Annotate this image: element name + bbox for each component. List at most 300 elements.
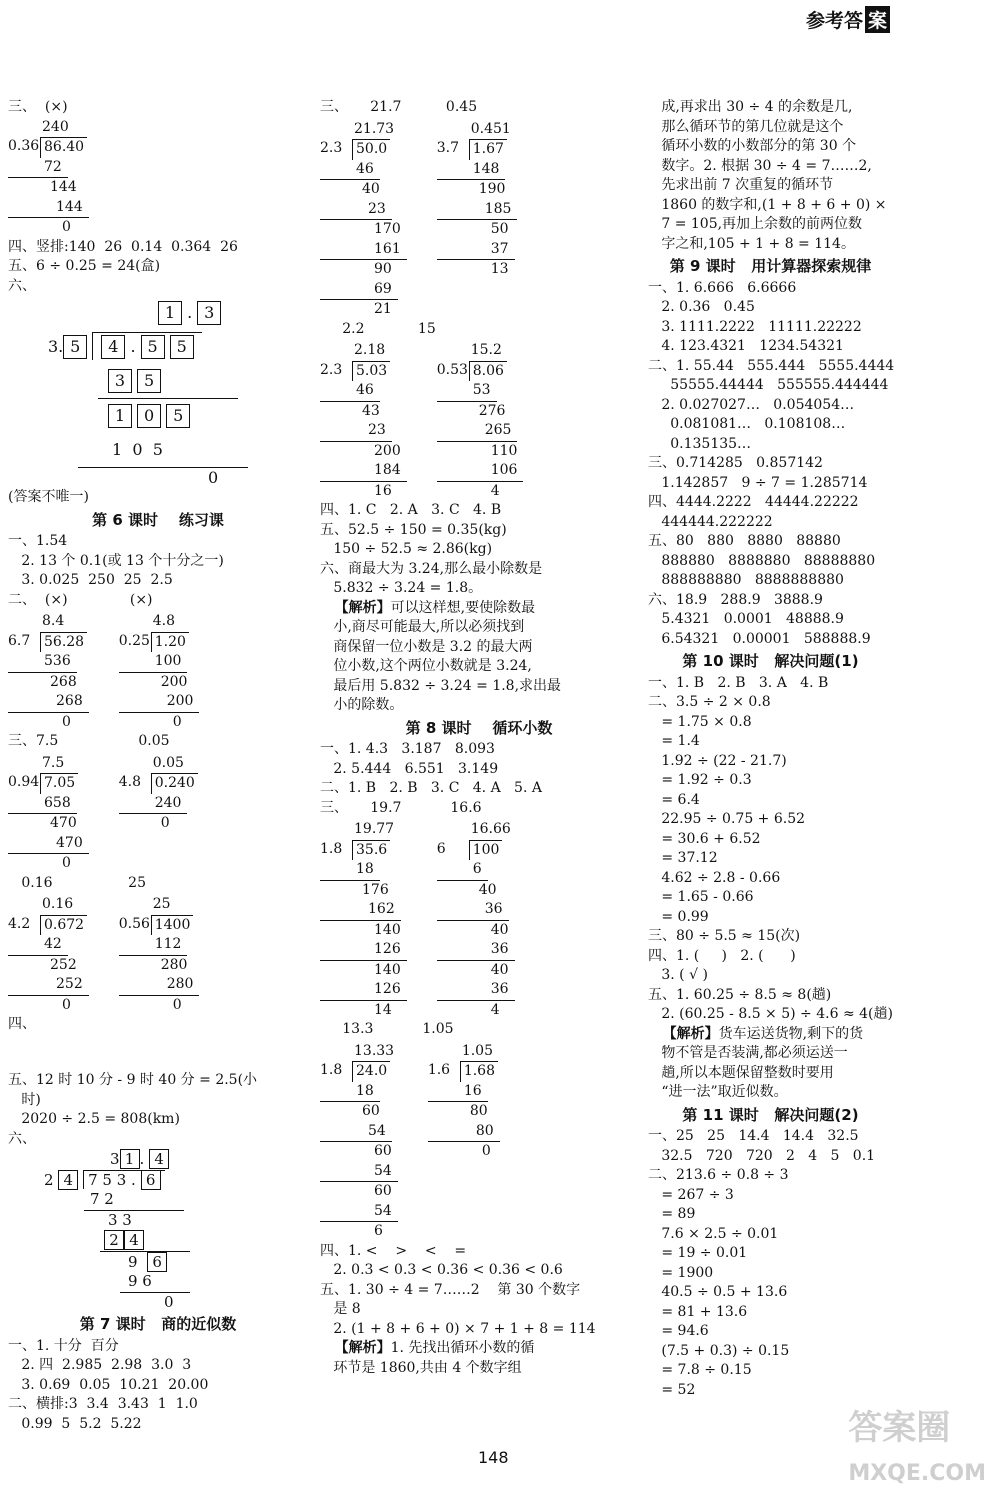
work-row: 13	[490, 261, 509, 277]
c2-line: 150 ÷ 52.5 ≈ 2.86(kg)	[320, 541, 493, 557]
work-row: 252	[8, 975, 89, 996]
work-row: 40	[478, 881, 497, 898]
c3-line: 三、80 ÷ 5.5 ≈ 15(次)	[648, 928, 801, 944]
dividend: 7.05	[40, 773, 78, 794]
work-row: 536	[8, 652, 77, 673]
work-row: 470	[8, 834, 89, 855]
c3-line: 0.081081… 0.108108…	[648, 416, 846, 432]
c3-line: = 52	[648, 1381, 696, 1398]
c2-line: 三、 21.7 0.45	[320, 99, 478, 115]
page-header	[806, 6, 890, 33]
work-row: 23	[320, 421, 392, 442]
c3-line: 2. 0.027027… 0.054054…	[648, 396, 855, 413]
c3-line: = 19 ÷ 0.01	[648, 1245, 748, 1261]
work-row: 21	[374, 301, 392, 317]
work-row: 53	[437, 381, 497, 402]
c2-line	[320, 1339, 638, 1359]
quotient: 0.16	[42, 896, 74, 912]
c3-line: 成,再求出 30 ÷ 4 的余数是几,	[648, 99, 853, 115]
c3-line: 3. ( √ )	[648, 967, 708, 983]
divisor: 3.7	[436, 140, 459, 156]
c1-line: 3. 0.025 250 25 2.5	[8, 572, 173, 588]
analysis-label: 【解析】	[320, 1340, 391, 1356]
c3-line: 循环小数的小数部分的第 30 个	[648, 138, 857, 154]
c3-line: 一、1. 6.666 6.6666	[648, 279, 797, 296]
digit-box: 4	[101, 335, 125, 359]
work-row: 16	[374, 482, 392, 499]
work-row: 280	[160, 956, 188, 973]
work-row: 60	[374, 1183, 392, 1199]
division-row	[8, 137, 308, 158]
digit-box: 2	[104, 1230, 124, 1250]
digit-box: 5	[170, 335, 194, 359]
section-title: 第 6 课时 练习课	[92, 510, 224, 529]
c3-line: 趟,所以本题保留整数时要用	[648, 1064, 834, 1081]
work-row: 190	[478, 181, 506, 197]
c3-line: 2. 0.36 0.45	[648, 299, 755, 315]
page-number: 148	[478, 1448, 509, 1467]
digit-box: 5	[141, 335, 165, 359]
c2-line: 最后用 5.832 ÷ 3.24 = 1.8,求出最	[320, 677, 562, 694]
work-row: 40	[490, 961, 509, 978]
c2-line: 是 8	[320, 1301, 361, 1317]
dividend: 86.40	[40, 137, 87, 158]
work-row: 0	[62, 219, 71, 235]
division	[437, 820, 515, 1020]
work-row: 40	[362, 181, 380, 197]
c2-line: 位小数,这个两位小数就是 3.24,	[320, 658, 532, 674]
division	[320, 1042, 398, 1242]
column-3	[648, 98, 893, 1400]
c3-line: 3. 1111.2222 11111.22222	[648, 318, 862, 335]
header-text: 参考答	[805, 10, 863, 32]
c3-line: = 1.4	[648, 733, 700, 749]
divisor: 0.94	[8, 774, 40, 790]
dividend: 1.20	[151, 632, 189, 653]
c3-line: 三、0.714285 0.857142	[648, 455, 823, 471]
c3-line: 先求出前 7 次重复的循环节	[648, 177, 834, 193]
c1-line: 五、12 时 10 分 - 9 时 40 分 = 2.5(小	[8, 1072, 258, 1088]
c2-line: 五、1. 30 ÷ 4 = 7……2 第 30 个数字	[320, 1281, 581, 1298]
dividend: 1.68	[460, 1061, 498, 1082]
c3-line: 6.54321 0.00001 588888.9	[648, 630, 871, 647]
c1-line: 六、	[8, 277, 36, 294]
c3-line: 55555.44444 555555.444444	[648, 377, 889, 393]
work-row: 200	[119, 692, 200, 713]
digit-box: 5	[166, 404, 190, 428]
division	[119, 612, 200, 732]
c3-line: 五、80 880 8880 88880	[648, 533, 841, 549]
work-row: 6	[437, 860, 488, 881]
quotient: 0.05	[152, 754, 184, 771]
puzzle-text: 7 2	[90, 1190, 114, 1208]
work-row: 280	[119, 975, 200, 996]
work-row: 144	[8, 198, 89, 219]
c3-line: 六、18.9 288.9 3888.9	[648, 591, 823, 608]
work-row: 106	[437, 461, 524, 482]
dividend: 24.0	[352, 1061, 390, 1082]
c3-line: 4. 123.4321 1234.54321	[648, 338, 844, 354]
quotient: 240	[42, 118, 69, 135]
work-row: 80	[428, 1122, 500, 1143]
work-row: 0	[62, 855, 71, 871]
watermark-line2: MXQE.COM	[848, 1461, 986, 1486]
work-row: 36	[437, 900, 509, 921]
c3-line: = 1900	[648, 1264, 714, 1281]
quotient: 21.73	[354, 120, 395, 137]
c3-line: = 1.65 - 0.66	[648, 889, 754, 905]
divisor: 4.2	[8, 915, 31, 932]
header-box: 案	[865, 6, 890, 33]
work-row: 176	[362, 881, 389, 898]
dividend: 1.67	[469, 139, 507, 160]
c3-line: 0.135135…	[648, 435, 752, 452]
work-row: 470	[50, 815, 77, 831]
divisor: 4.8	[118, 774, 141, 790]
c3-line: 一、25 25 14.4 14.4 32.5	[648, 1128, 859, 1144]
division-row	[437, 361, 524, 382]
work-row: 161	[320, 240, 407, 261]
c3-line: 那么循环节的第几位就是这个	[648, 118, 844, 135]
divisor: 2.3	[320, 140, 343, 156]
section-title: 第 11 课时 解决问题(2)	[682, 1105, 859, 1124]
dividend: 100	[469, 840, 503, 861]
division-row	[437, 139, 518, 160]
c3-line: = 6.4	[648, 791, 700, 808]
c2-line: 商保留一位小数是 3.2 的最大两	[320, 638, 533, 655]
work-row: 46	[320, 381, 380, 402]
divisor: 6	[436, 840, 446, 857]
work-row: 126	[320, 980, 407, 1001]
c2-line: 2. 5.444 6.551 3.149	[320, 760, 499, 777]
division-row	[8, 915, 89, 936]
division-row	[428, 1061, 500, 1082]
quotient: 7.5	[42, 754, 65, 771]
division	[437, 341, 524, 501]
quotient: 25	[152, 896, 171, 912]
quotient: 13.33	[354, 1042, 395, 1059]
work-row: 54	[320, 1162, 398, 1183]
c3-line: 22.95 ÷ 0.75 + 6.52	[648, 811, 806, 827]
quotient: 1.05	[461, 1042, 493, 1059]
digit-box: 0	[137, 404, 161, 428]
c3-line: 888888880 8888888880	[648, 572, 844, 588]
c2-line: 环节是 1860,共由 4 个数字组	[320, 1359, 522, 1376]
section-title: 第 9 课时 用计算器探索规律	[669, 257, 872, 275]
c3-line: 40.5 ÷ 0.5 + 13.6	[648, 1284, 788, 1300]
division-row	[119, 915, 200, 936]
work-row: 0	[172, 713, 182, 730]
digit-box: 1	[108, 404, 132, 428]
puzzle-text: 0	[164, 1292, 174, 1311]
work-row: 4	[490, 482, 500, 499]
division-row	[320, 361, 407, 382]
divisor: 6.7	[8, 632, 31, 649]
dividend: 8.06	[469, 361, 507, 382]
c1-line: 六、	[8, 1130, 36, 1147]
puzzle-text: 3 3	[108, 1210, 132, 1229]
puzzle-text: 3.	[48, 337, 64, 356]
quotient: 2.18	[354, 342, 386, 358]
dividend: 0.672	[40, 915, 87, 936]
divisor: 0.56	[118, 915, 150, 932]
work-row: 60	[374, 1143, 392, 1159]
division-row	[8, 773, 89, 794]
c2-line: 小,商尽可能最大,所以必须找到	[320, 619, 525, 635]
column-1	[8, 98, 308, 1434]
division-row	[119, 632, 200, 653]
work-row: 112	[119, 935, 188, 956]
c1-line: 2. 四 2.985 2.98 3.0 3	[8, 1357, 192, 1373]
c1-line: (答案不唯一)	[8, 489, 89, 505]
divisor: 2.3	[320, 361, 343, 378]
c3-line: 五、1. 60.25 ÷ 8.5 ≈ 8(趟)	[648, 986, 832, 1003]
watermark	[848, 1400, 986, 1489]
work-row: 69	[320, 280, 398, 301]
dividend: 0.240	[151, 773, 198, 794]
division	[320, 341, 407, 501]
work-row: 0	[62, 996, 71, 1013]
c1-line: 二、横排:3 3.4 3.43 1 1.0	[8, 1396, 198, 1412]
c3-line: 4.62 ÷ 2.8 - 0.66	[648, 869, 781, 886]
c3-line: 1.92 ÷ (22 - 21.7)	[648, 752, 787, 769]
dividend: 5.03	[352, 361, 390, 382]
c2-line: 13.3 1.05	[320, 1021, 454, 1037]
division	[437, 120, 518, 320]
work-row: 140	[374, 921, 401, 938]
c2-line	[320, 599, 638, 619]
work-row: 110	[490, 442, 518, 459]
work-row: 265	[437, 421, 518, 442]
column-2	[320, 98, 638, 1378]
quotient: 15.2	[470, 342, 502, 358]
c1-line: 2020 ÷ 2.5 = 808(km)	[8, 1111, 180, 1127]
c3-line: = 30.6 + 6.52	[648, 830, 761, 847]
c3-line: 四、1. ( ) 2. ( )	[648, 947, 796, 964]
work-row: 200	[374, 442, 401, 459]
c3-line: 二、213.6 ÷ 0.8 ÷ 3	[648, 1167, 789, 1183]
work-row: 40	[490, 921, 509, 938]
work-row: 252	[50, 956, 77, 973]
c1-line: 3. 0.69 0.05 10.21 20.00	[8, 1376, 209, 1393]
digit-box: 3	[197, 301, 221, 325]
c2-line: 六、商最大为 3.24,那么最小除数是	[320, 560, 543, 577]
work-row: 4	[490, 1001, 500, 1018]
c1-line: 一、1. 十分 百分	[8, 1337, 119, 1354]
dividend: 1400	[151, 915, 194, 936]
divisor: 1.8	[320, 1062, 343, 1078]
c1-line: 2. 13 个 0.1(或 13 个十分之一)	[8, 552, 224, 569]
division	[320, 820, 407, 1020]
division-row	[320, 139, 407, 160]
division-row	[437, 840, 515, 861]
work-row: 276	[478, 402, 506, 419]
c1-line: 0.99 5 5.2 5.22	[8, 1415, 142, 1432]
c1-line: 三、7.5 0.05	[8, 733, 170, 749]
c2-line: 小的除数。	[320, 697, 404, 713]
division-row	[119, 773, 198, 794]
c1-line: 四、	[8, 1016, 36, 1032]
puzzle-text: 0	[208, 468, 219, 487]
work-row: 54	[320, 1202, 398, 1223]
division-row	[8, 632, 89, 653]
c2-line: 二、1. B 2. B 3. C 4. A 5. A	[320, 780, 542, 796]
digit-box: 4	[124, 1230, 144, 1250]
division-row	[320, 1061, 398, 1082]
work-row: 18	[320, 1082, 380, 1103]
work-row: 72	[8, 158, 68, 179]
section-title: 第 7 课时 商的近似数	[79, 1315, 237, 1333]
division	[8, 754, 89, 874]
digit-box: 6	[147, 1252, 167, 1272]
digit-box: 1	[120, 1149, 140, 1169]
dividend: 35.6	[352, 840, 390, 861]
division	[119, 754, 198, 874]
work-row: 185	[437, 200, 518, 221]
puzzle-text: 2	[44, 1170, 54, 1189]
puzzle-text: 9 6	[128, 1272, 152, 1290]
c3-line: 物不管是否装满,都必须运送一	[648, 1045, 848, 1061]
division-row	[320, 840, 407, 861]
work-row: 240	[119, 794, 188, 815]
section-title: 第 10 课时 解决问题(1)	[682, 652, 859, 670]
quotient: 8.4	[42, 613, 65, 629]
work-row: 50	[490, 221, 509, 237]
c3-line: 5.4321 0.0001 48888.9	[648, 611, 844, 627]
c2-line: 五、52.5 ÷ 150 = 0.35(kg)	[320, 521, 507, 538]
digit-box: 3	[108, 369, 132, 393]
work-row: 60	[362, 1103, 380, 1119]
c1-line: 0.16 25	[8, 874, 146, 891]
division	[119, 895, 200, 1015]
c3-line: 一、1. B 2. B 3. A 4. B	[648, 674, 829, 691]
c1-line: 时)	[8, 1091, 41, 1108]
work-row: 0	[172, 996, 182, 1013]
work-row: 46	[320, 160, 380, 181]
c3-line: “进一法”取近似数。	[648, 1084, 788, 1100]
division	[8, 895, 89, 1015]
quotient: 4.8	[152, 613, 175, 629]
work-row: 268	[50, 673, 77, 690]
c2-line: 2. 0.3 < 0.3 < 0.36 < 0.36 < 0.6	[320, 1262, 563, 1278]
c3-line: = 37.12	[648, 850, 718, 866]
work-row: 126	[320, 940, 407, 961]
c3-line: 2. (60.25 - 8.5 × 5) ÷ 4.6 ≈ 4(趟)	[648, 1006, 893, 1022]
c2-line: 四、1. < > < =	[320, 1242, 467, 1259]
work-row: 200	[160, 673, 188, 690]
work-row: 658	[8, 794, 77, 815]
division	[428, 1042, 500, 1242]
quotient: 16.66	[470, 821, 511, 837]
analysis-label: 【解析】	[320, 599, 391, 616]
digit-box: 1	[158, 301, 182, 325]
puzzle-division-2: 3 1 . 4 2 4 7 5 3 . 6 7 2 3 3 2 4 9 6 9 6 0	[8, 1149, 308, 1312]
divisor: 1.6	[427, 1062, 451, 1078]
c3-line: = 89	[648, 1206, 696, 1222]
c3-line: 二、1. 55.44 555.444 5555.4444	[648, 357, 895, 374]
division	[8, 612, 89, 732]
digit-box: 5	[137, 369, 161, 393]
c1-line: 一、1.54	[8, 533, 68, 549]
c3-line: 数字。2. 根据 30 ÷ 4 = 7……2,	[648, 157, 872, 174]
c1-line: 五、6 ÷ 0.25 = 24(盒)	[8, 258, 161, 274]
digit-box: 5	[63, 335, 87, 359]
c3-line	[648, 1025, 893, 1045]
work-row: 0	[481, 1143, 491, 1159]
c3-line: = 81 + 13.6	[648, 1303, 748, 1320]
work-row: 184	[320, 461, 407, 482]
work-row: 80	[469, 1103, 488, 1119]
puzzle-text: 3	[110, 1150, 120, 1168]
c1-line: 二、 (×) (×)	[8, 591, 153, 608]
c1-line: 四、竖排:140 26 0.14 0.364 26	[8, 238, 238, 255]
c3-line: 444444.222222	[648, 513, 773, 530]
quotient: 0.451	[470, 120, 511, 137]
watermark-line1: 答案圈	[848, 1408, 951, 1448]
dividend: 56.28	[40, 632, 87, 653]
work-row: 268	[8, 692, 89, 713]
puzzle-text: 7 5 3 .	[88, 1170, 136, 1189]
c2-line: 四、1. C 2. A 3. C 4. B	[320, 502, 502, 518]
work-row: 162	[320, 900, 401, 921]
puzzle-division-1: 1 . 3 3. 5 4 . 5 5 3 5 1 0 5 1 0 5 0	[8, 296, 308, 488]
work-row: 140	[374, 961, 401, 978]
work-row: 100	[119, 652, 188, 673]
digit-box: 4	[149, 1149, 169, 1169]
work-row: 0	[62, 713, 71, 730]
c3-line: 1860 的数字和,(1 + 8 + 6 + 0) ×	[648, 196, 887, 213]
divisor: 0.25	[118, 632, 150, 649]
work-row: 6	[374, 1223, 383, 1239]
division	[320, 120, 407, 320]
puzzle-text: 1 0 5	[112, 440, 163, 459]
work-row: 36	[437, 940, 515, 961]
c3-line: (7.5 + 0.3) ÷ 0.15	[648, 1342, 790, 1359]
work-row: 170	[374, 221, 401, 237]
work-row: 23	[320, 200, 392, 221]
work-row: 144	[50, 179, 77, 195]
c1-line: 三、 (×)	[8, 99, 68, 115]
work-row: 42	[8, 935, 68, 956]
work-row: 90	[374, 261, 392, 277]
puzzle-text: 9	[128, 1252, 138, 1271]
work-row: 36	[437, 980, 515, 1001]
c3-line: = 7.8 ÷ 0.15	[648, 1362, 752, 1378]
c2-line: 三、 19.7 16.6	[320, 799, 482, 816]
c2-line: 5.832 ÷ 3.24 = 1.8。	[320, 580, 483, 596]
work-row: 37	[437, 240, 515, 261]
digit-box: 4	[58, 1170, 78, 1190]
c3-line: 字之和,105 + 1 + 8 = 114。	[648, 235, 855, 252]
c3-line: = 0.99	[648, 908, 709, 925]
c3-line: = 1.75 × 0.8	[648, 713, 752, 730]
work-row: 43	[362, 402, 380, 419]
c3-line: 7.6 × 2.5 ÷ 0.01	[648, 1225, 779, 1242]
analysis-label: 【解析】	[648, 1025, 719, 1042]
analysis-text: 1. 先找出循环小数的循	[390, 1340, 535, 1356]
c3-line: = 267 ÷ 3	[648, 1186, 734, 1203]
c3-line: 1.142857 9 ÷ 7 = 1.285714	[648, 474, 868, 491]
c3-line: = 94.6	[648, 1323, 709, 1339]
c2-line: 一、1. 4.3 3.187 8.093	[320, 741, 495, 757]
work-row: 54	[320, 1122, 392, 1143]
work-row: 0	[160, 815, 170, 831]
dividend: 50.0	[352, 139, 390, 160]
section-title: 第 8 课时 循环小数	[405, 718, 553, 737]
divisor: 0.53	[436, 361, 468, 378]
c3-line: = 1.92 ÷ 0.3	[648, 772, 752, 788]
analysis-text: 货车运送货物,剩下的货	[718, 1025, 864, 1042]
